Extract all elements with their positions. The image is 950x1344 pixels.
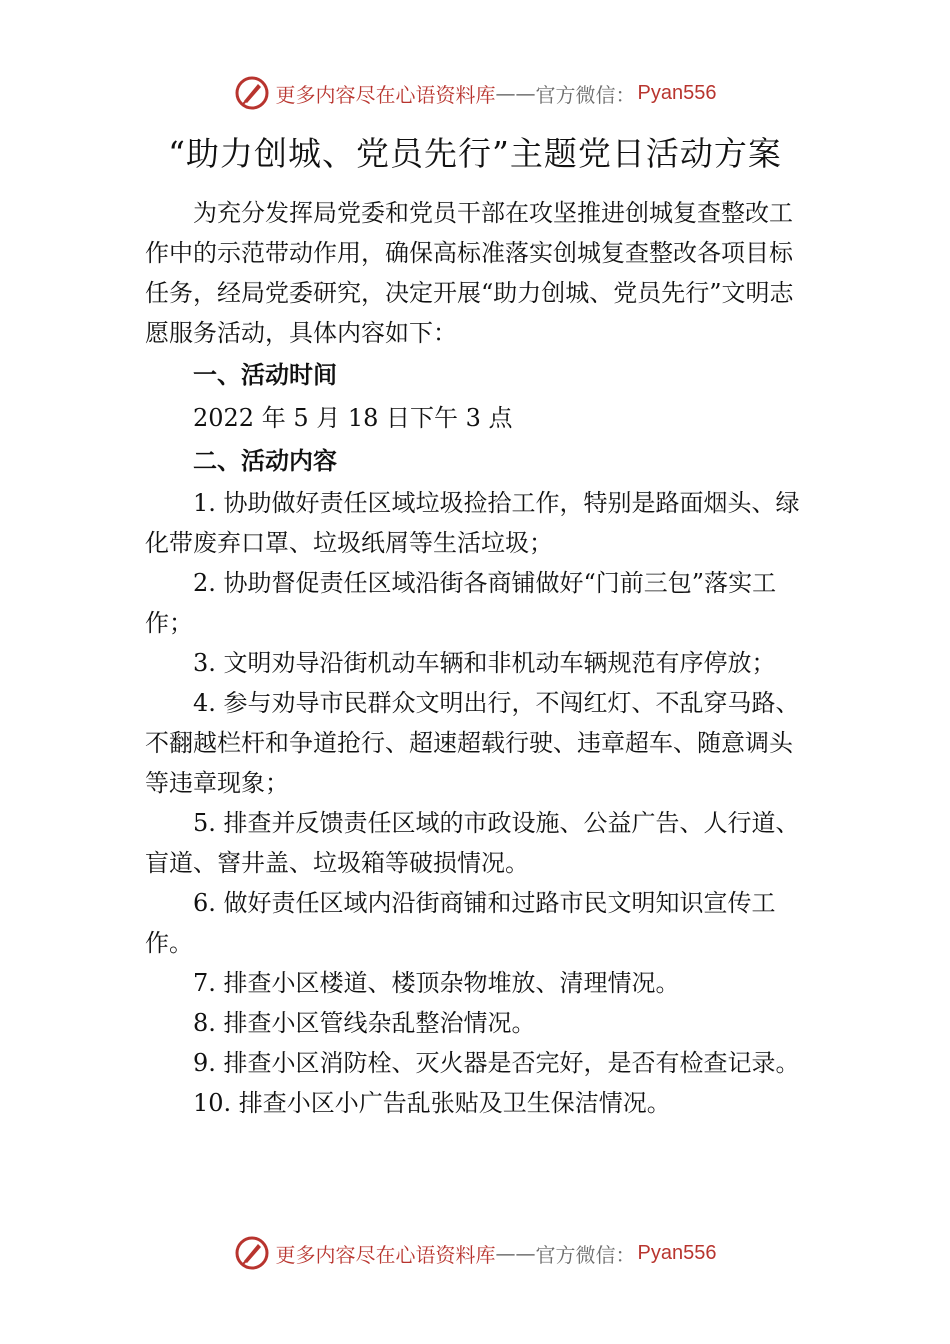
list-item: 1. 协助做好责任区域垃圾捡拾工作，特别是路面烟头、绿化带废弃口罩、垃圾纸屑等生活垃圾； xyxy=(145,489,800,557)
list-item: 3. 文明劝导沿街机动车辆和非机动车辆规范有序停放； xyxy=(193,649,776,677)
banner-wechat-id: Pyan556 xyxy=(637,1241,717,1264)
banner-wechat-id: Pyan556 xyxy=(637,81,717,104)
banner-wechat-label: 官方微信： xyxy=(535,1242,636,1267)
document-title: “助力创城、党员先行”主题党日活动方案 xyxy=(168,134,782,173)
list-item: 8. 排查小区管线杂乱整治情况。 xyxy=(193,1009,536,1037)
banner-wechat-label: 官方微信： xyxy=(535,82,636,107)
banner-site-name: 更多内容尽在心语资料库 xyxy=(275,82,496,107)
banner-dash: —— xyxy=(495,1241,536,1265)
footer-banner xyxy=(0,1233,950,1273)
list-item: 9. 排查小区消防栓、灭火器是否完好，是否有检查记录。 xyxy=(193,1049,800,1077)
header-banner xyxy=(0,73,950,113)
list-item: 5. 排查并反馈责任区域的市政设施、公益广告、人行道、盲道、窨井盖、垃圾箱等破损情况。 xyxy=(145,809,800,877)
document-body xyxy=(145,193,815,1123)
list-item: 2. 协助督促责任区域沿街各商铺做好“门前三包”落实工作； xyxy=(145,569,777,637)
banner-dash: —— xyxy=(495,81,536,105)
list-item: 10. 排查小区小广告乱张贴及卫生保洁情况。 xyxy=(193,1089,671,1117)
quill-logo-icon xyxy=(234,75,270,111)
quill-logo-icon xyxy=(234,1235,270,1271)
intro-paragraph: 为充分发挥局党委和党员干部在攻坚推进创城复查整改工作中的示范带动作用，确保高标准落实创城复查整改各项目标任务，经局党委研究，决定开展“助力创城、党员先行”文明志愿服务活动，具体内容如下： xyxy=(145,199,794,347)
activity-time: 2022 年 5 月 18 日下午 3 点 xyxy=(193,404,513,432)
section-heading-time: 一、活动时间 xyxy=(193,361,337,389)
list-item: 7. 排查小区楼道、楼顶杂物堆放、清理情况。 xyxy=(193,969,680,997)
section-heading-content: 二、活动内容 xyxy=(193,447,337,475)
banner-site-name: 更多内容尽在心语资料库 xyxy=(275,1242,496,1267)
list-item: 6. 做好责任区域内沿街商铺和过路市民文明知识宣传工作。 xyxy=(145,889,776,957)
list-item: 4. 参与劝导市民群众文明出行，不闯红灯、不乱穿马路、不翻越栏杆和争道抢行、超速超载行驶、违章超车、随意调头等违章现象； xyxy=(145,689,800,797)
